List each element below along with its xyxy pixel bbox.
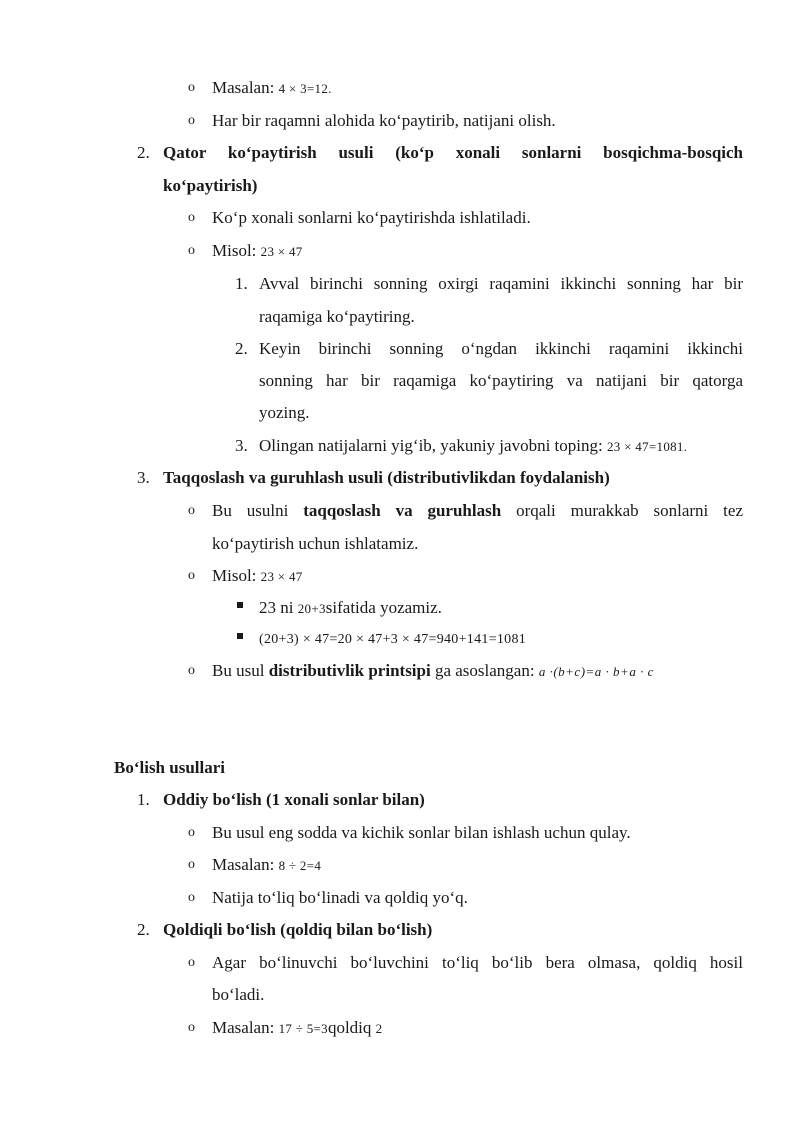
step-number: 2.	[235, 339, 248, 358]
step-text: Avval birinchi sonning oxirgi raqamini ikkinchi sonning har bir	[259, 274, 743, 293]
math-expression: 2	[375, 1021, 383, 1036]
math-expression: 4 × 3=12.	[278, 81, 332, 96]
circle-bullet-icon: o	[188, 1020, 195, 1035]
bullet-text: Bu usulni taqqoslash va guruhlash orqali murakkab sonlarni tez	[212, 501, 743, 520]
step-number: 3.	[235, 436, 248, 455]
math-expression: 23 × 47	[260, 244, 303, 259]
square-bullet-icon	[237, 602, 243, 608]
step-text-continued: yozing.	[259, 403, 310, 422]
list-number: 3.	[137, 468, 150, 487]
circle-bullet-icon: o	[188, 503, 195, 518]
example-line	[212, 565, 303, 588]
circle-bullet-icon: o	[188, 113, 195, 128]
bullet-text-continued: bo‘ladi.	[212, 985, 265, 1004]
bullet-text: Har bir raqamni alohida ko‘paytirib, natijani olish.	[212, 111, 556, 130]
example-line	[212, 854, 321, 877]
circle-bullet-icon: o	[188, 890, 195, 905]
section-title: Taqqoslash va guruhlash usuli (distributivlikdan foydalanish)	[163, 468, 610, 487]
list-number: 2.	[137, 920, 150, 939]
step-number: 1.	[235, 274, 248, 293]
math-expression: (20+3) × 47=20 × 47+3 × 47=940+141=1081	[259, 632, 527, 647]
step-text: Keyin birinchi sonning o‘ngdan ikkinchi raqamini ikkinchi	[259, 339, 743, 358]
bullet-text: Bu usul distributivlik printsipi ga asoslangan: a ·(b+c)=a · b+a · c	[212, 661, 654, 680]
math-expression: a ·(b+c)=a · b+a · c	[538, 664, 654, 679]
math-expression: 23 × 47	[260, 569, 303, 584]
section-title: Qoldiqli bo‘lish (qoldiq bilan bo‘lish)	[163, 920, 433, 939]
example-line	[212, 77, 332, 100]
math-expression: 23 × 47=1081.	[606, 439, 688, 454]
section-title-continued: ko‘paytirish)	[163, 176, 258, 195]
math-expression: 17 ÷ 5=3	[278, 1021, 328, 1036]
circle-bullet-icon: o	[188, 243, 195, 258]
sub-bullet-text	[259, 627, 526, 651]
circle-bullet-icon: o	[188, 857, 195, 872]
example-label: Misol:	[212, 241, 261, 260]
step-text-continued: raqamiga ko‘paytiring.	[259, 307, 415, 326]
section-heading: Bo‘lish usullari	[114, 758, 226, 777]
bullet-text: Bu usul eng sodda va kichik sonlar bilan ishlash uchun qulay.	[212, 823, 631, 842]
list-number: 2.	[137, 143, 150, 162]
circle-bullet-icon: o	[188, 568, 195, 583]
example-label: Masalan:	[212, 1018, 279, 1037]
section-title: Oddiy bo‘lish (1 xonali sonlar bilan)	[163, 790, 425, 809]
list-number: 1.	[137, 790, 150, 809]
circle-bullet-icon: o	[188, 663, 195, 678]
square-bullet-icon	[237, 633, 243, 639]
circle-bullet-icon: o	[188, 955, 195, 970]
circle-bullet-icon: o	[188, 210, 195, 225]
bullet-text-continued: ko‘paytirish uchun ishlatamiz.	[212, 534, 419, 553]
math-expression: 20+3	[297, 601, 326, 616]
circle-bullet-icon: o	[188, 80, 195, 95]
example-label: Masalan:	[212, 78, 279, 97]
math-expression: 8 ÷ 2=4	[278, 858, 322, 873]
example-label: Masalan:	[212, 855, 279, 874]
example-line: Masalan: 17 ÷ 5=3qoldiq 2	[212, 1018, 383, 1037]
step-text-body: Olingan natijalarni yig‘ib, yakuniy javobni toping:	[259, 436, 607, 455]
step-text-continued: sonning har bir raqamiga ko‘paytiring va natijani bir qatorga	[259, 371, 743, 390]
circle-bullet-icon: o	[188, 825, 195, 840]
bullet-text: Natija to‘liq bo‘linadi va qoldiq yo‘q.	[212, 888, 468, 907]
example-label: Misol:	[212, 566, 261, 585]
bullet-text: Ko‘p xonali sonlarni ko‘paytirishda ishlatiladi.	[212, 208, 531, 227]
step-text	[259, 435, 687, 458]
bullet-text: Agar bo‘linuvchi bo‘luvchini to‘liq bo‘lib bera olmasa, qoldiq hosil	[212, 953, 743, 972]
example-line	[212, 240, 303, 263]
sub-bullet-text: 23 ni 20+3sifatida yozamiz.	[259, 598, 442, 617]
section-title: Qator ko‘paytirish usuli (ko‘p xonali sonlarni bosqichma-bosqich	[163, 143, 743, 162]
